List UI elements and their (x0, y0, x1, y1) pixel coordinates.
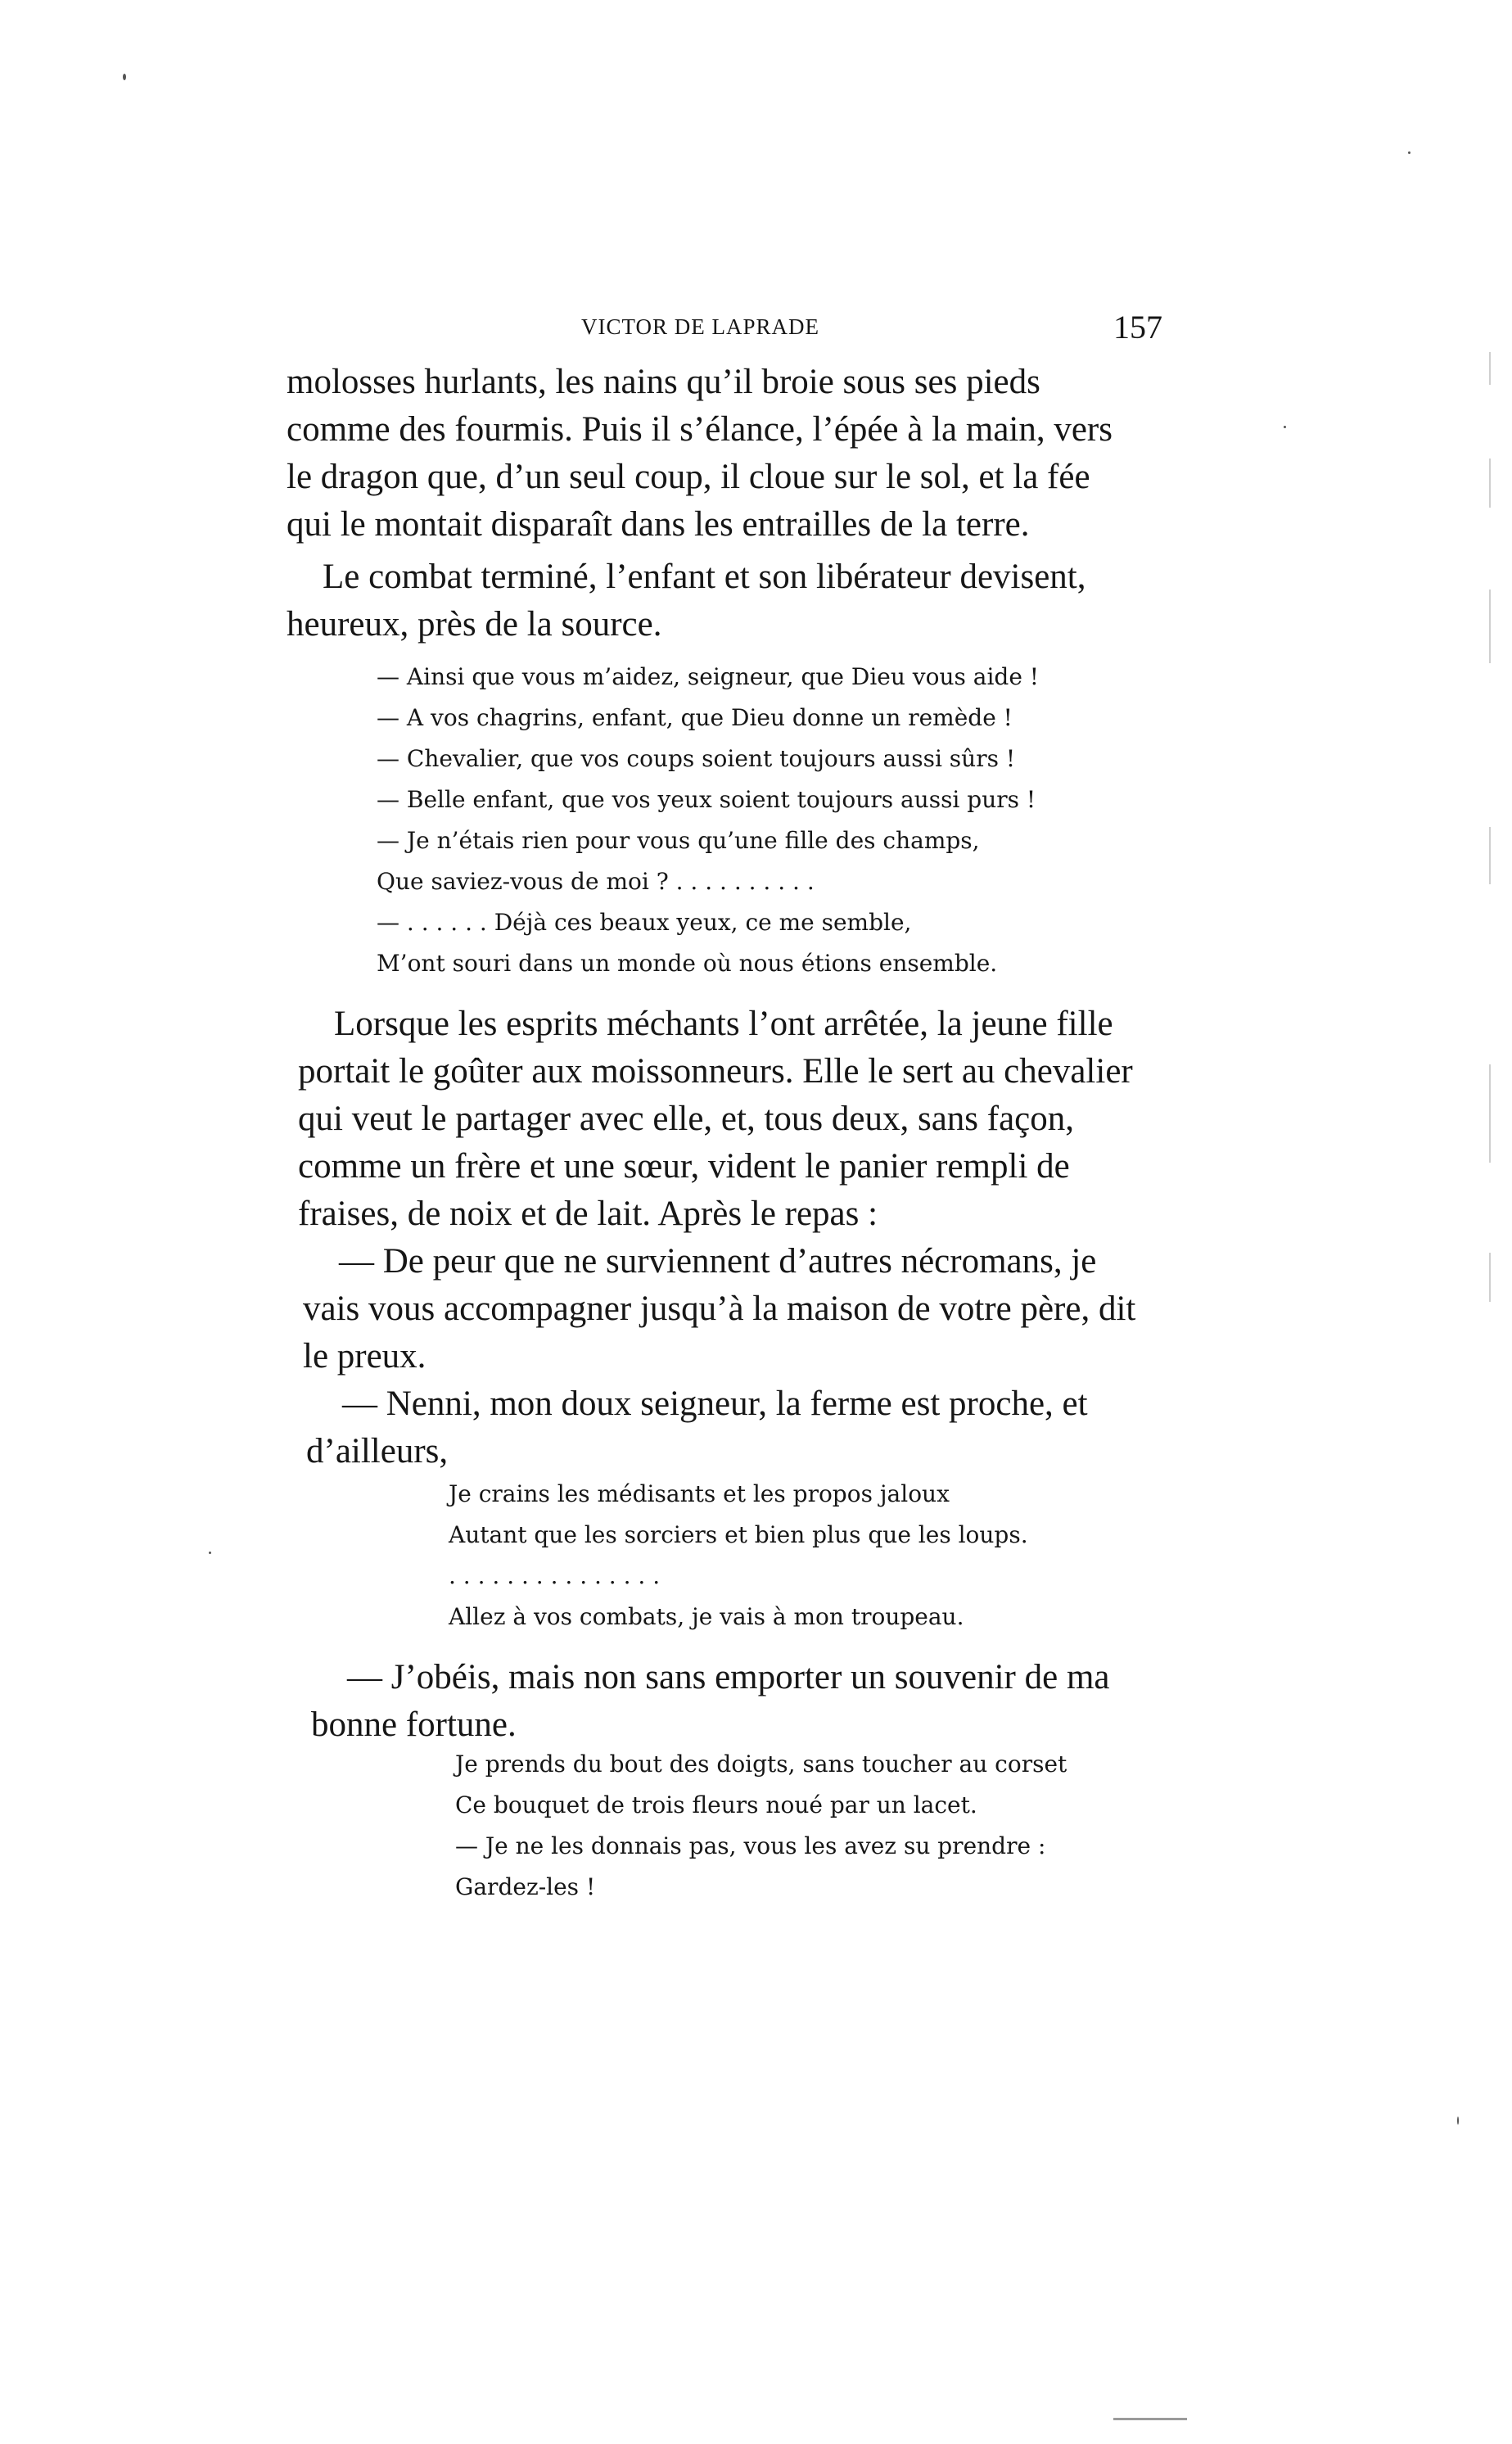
text-line: d’ailleurs, (306, 1432, 449, 1470)
verse-sorciers (449, 1474, 1028, 1638)
scan-margin-mark (1489, 352, 1491, 385)
verse-line: Gardez-les ! (455, 1873, 596, 1900)
verse-line: — Chevalier, que vos coups soient toujours aussi sûrs ! (377, 745, 1016, 772)
scan-bottom-mark (1113, 2418, 1187, 2420)
text-line: — De peur que ne surviennent d’autres nécromans, je (339, 1242, 1097, 1281)
scan-margin-mark (1489, 827, 1491, 884)
page-number: 157 (1113, 309, 1162, 346)
verse-line: Que saviez-vous de moi ? . . . . . . . . . . (377, 868, 815, 895)
verse-line: . . . . . . . . . . . . . . . (449, 1562, 661, 1589)
paragraph-de-peur (303, 1238, 1171, 1380)
scan-margin-mark (1489, 459, 1491, 508)
text-line: — Nenni, mon doux seigneur, la ferme est proche, et (342, 1385, 1088, 1423)
scan-speck (1284, 426, 1286, 428)
verse-line: — Belle enfant, que vos yeux soient toujours aussi purs ! (377, 786, 1036, 813)
verse-line: Je prends du bout des doigts, sans toucher au corset (455, 1751, 1067, 1778)
text-line: Le combat terminé, l’enfant et son libérateur devisent, (323, 558, 1086, 596)
verse-line: Allez à vos combats, je vais à mon troupeau. (449, 1603, 964, 1630)
verse-line: Autant que les sorciers et bien plus que les loups. (449, 1521, 1028, 1548)
paragraph-lorsque (298, 1001, 1166, 1238)
scan-margin-mark (1489, 590, 1491, 663)
verse-dialogue (377, 657, 1039, 984)
scan-speck (1457, 2116, 1459, 2125)
verse-line: — A vos chagrins, enfant, que Dieu donne un remède ! (377, 704, 1013, 731)
paragraph-combat (287, 553, 1162, 648)
text-line: qui veut le partager avec elle, et, tous deux, sans façon, (298, 1100, 1075, 1138)
paragraph-molosses (287, 359, 1162, 549)
text-line: heureux, près de la source. (287, 605, 662, 644)
verse-line: — . . . . . . Déjà ces beaux yeux, ce me semble, (377, 909, 912, 936)
verse-line: M’ont souri dans un monde où nous étions ensemble. (377, 950, 998, 977)
scan-speck (1408, 151, 1410, 154)
verse-line: — Ainsi que vous m’aidez, seigneur, que Dieu vous aide ! (377, 663, 1040, 690)
text-line: qui le montait disparaît dans les entrailles de la terre. (287, 505, 1030, 544)
text-line: vais vous accompagner jusqu’à la maison de votre père, dit (303, 1290, 1136, 1328)
scan-margin-mark (1489, 1253, 1491, 1302)
verse-line: — Je n’étais rien pour vous qu’une fille des champs, (377, 827, 980, 854)
text-line: portait le goûter aux moissonneurs. Elle le sert au chevalier (298, 1052, 1133, 1091)
text-line: Lorsque les esprits méchants l’ont arrêtée, la jeune fille (334, 1005, 1113, 1043)
text-line: bonne fortune. (311, 1705, 517, 1744)
scan-speck (123, 74, 126, 80)
verse-bouquet (455, 1744, 1067, 1908)
scan-speck (209, 1552, 211, 1554)
paragraph-nenni (306, 1380, 1174, 1475)
verse-line: Je crains les médisants et les propos jaloux (449, 1480, 950, 1507)
text-line: comme des fourmis. Puis il s’élance, l’épée à la main, vers (287, 410, 1113, 449)
paragraph-jobeis (311, 1654, 1179, 1749)
text-line: comme un frère et une sœur, vident le panier rempli de (298, 1147, 1070, 1186)
verse-line: — Je ne les donnais pas, vous les avez su prendre : (455, 1832, 1046, 1859)
page-header (287, 309, 1162, 355)
text-line: — J’obéis, mais non sans emporter un souvenir de ma (347, 1658, 1110, 1696)
running-title: VICTOR DE LAPRADE (581, 314, 820, 339)
text-line: le preux. (303, 1337, 427, 1376)
verse-line: Ce bouquet de trois fleurs noué par un lacet. (455, 1791, 977, 1818)
text-line: le dragon que, d’un seul coup, il cloue sur le sol, et la fée (287, 458, 1090, 496)
scan-margin-mark (1489, 1064, 1491, 1163)
text-line: fraises, de noix et de lait. Après le repas : (298, 1195, 878, 1233)
text-line: molosses hurlants, les nains qu’il broie sous ses pieds (287, 363, 1040, 401)
